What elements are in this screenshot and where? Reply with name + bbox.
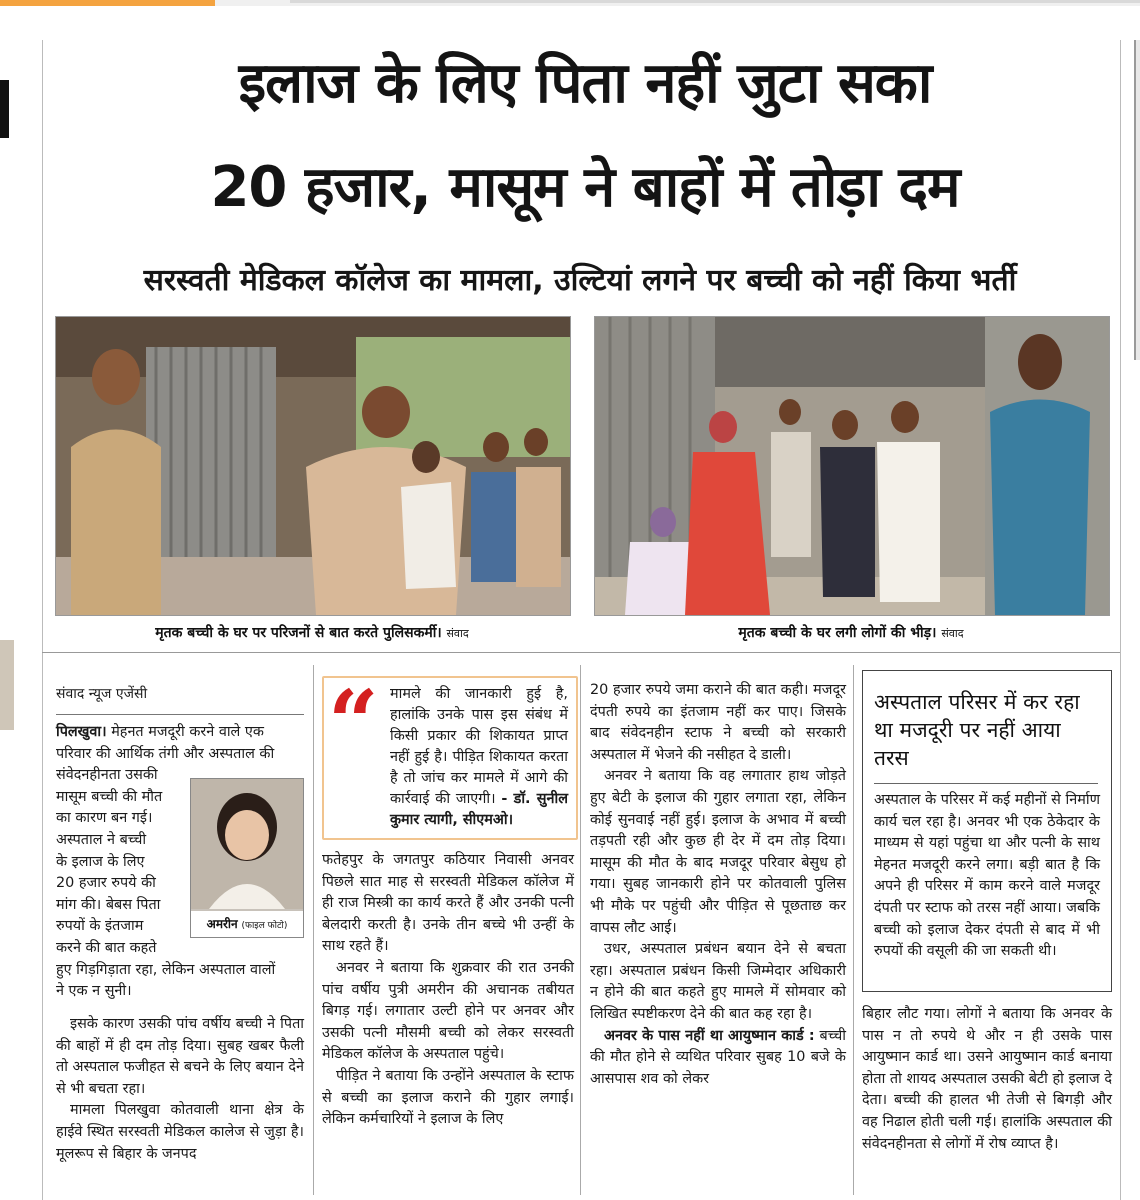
quote-text xyxy=(390,684,568,831)
girl-portrait xyxy=(191,779,303,909)
quote-author: - डॉ. सुनील कुमार त्यागी, सीएमओ। xyxy=(390,791,568,828)
photo-left-caption-text: मृतक बच्ची के घर पर परिजनों से बात करते पुलिसकर्मी। xyxy=(155,625,442,641)
lead-line-12: ने एक न सुनी। xyxy=(56,983,132,1000)
sidebar-box-text: अस्पताल के परिसर में कई महीनों से निर्माण कार्य चल रहा है। अनवर भी एक ठेकेदार के माध्यम से यहां पहुंचा था और पत्नी के साथ मेहनत मजदूरी करने लगा। बड़ी बात है कि अपने ही परिसर में काम करने वाले मजदूर दंपती पर स्टाफ को तरस नहीं आया। जबकि बच्ची को इलाज देकर दंपती से बाद में भी रुपयों की वसूली की जा सकती थी। xyxy=(874,792,1100,960)
column-rule-3 xyxy=(853,665,854,1195)
lead-line-4: का कारण बन गई। xyxy=(56,810,153,827)
col3-subheading: अनवर के पास नहीं था आयुष्मान कार्ड : xyxy=(604,1027,815,1044)
lead-line-5: अस्पताल ने बच्ची xyxy=(56,831,147,848)
quote-mark-icon: “ xyxy=(328,670,379,774)
left-edge-block xyxy=(0,80,9,138)
lead-line-10: करने की बात कहते xyxy=(56,939,157,956)
subheadline: सरस्वती मेडिकल कॉलेज का मामला, उल्टियां लगने पर बच्ची को नहीं किया भर्ती xyxy=(143,263,1017,298)
page-top-strip xyxy=(0,0,1140,6)
left-edge-photo xyxy=(0,640,14,730)
lead-line-11: हुए गिड़गिड़ाता रहा, लेकिन अस्पताल वालों xyxy=(56,961,276,978)
girl-photo-credit: (फाइल फोटो) xyxy=(241,921,288,931)
byline: संवाद न्यूज एजेंसी xyxy=(56,686,148,702)
photo-right-caption-text: मृतक बच्ची के घर लगी लोगों की भीड़। xyxy=(738,625,937,641)
byline-rule xyxy=(56,714,304,715)
article-col1-body xyxy=(56,1014,304,1165)
photo-left-caption xyxy=(55,623,569,642)
lead-line-0: मेहनत मजदूरी करने वाले एक xyxy=(111,724,264,740)
girl-photo-caption: अमरीन xyxy=(206,917,238,931)
lead-place: पिलखुवा। xyxy=(56,724,107,740)
photo-police-scene xyxy=(56,317,570,615)
col3-para-4: बच्ची की मौत होने से व्यथित परिवार सुबह 10 बजे के आसपास शव को लेकर xyxy=(590,1027,846,1087)
col2-para-1: फतेहपुर के जगतपुर कठियार निवासी अनवर पिछले सात माह से सरस्वती मेडिकल कॉलेज में ही राज मिस्त्री का कार्य करते हैं और उनकी पत्नी बेलदारी करती है। उनके तीन बच्चे भी उन्हीं के साथ रहते हैं। xyxy=(322,852,574,955)
col4-para-1: बिहार लौट गया। लोगों ने बताया कि अनवर के पास न तो रुपये थे और न ही उसके पास आयुष्मान कार्ड था। उसने आयुष्मान कार्ड बनाया होता तो शायद अस्पताल उसकी बेटी हो इलाज दे देता। बच्ची की हालत भी तेजी से बिगड़ी और वह निढाल होती चली गई। हालांकि अस्पताल की संवेदनहीनता से लोगों में रोष व्याप्त है। xyxy=(862,1006,1112,1152)
girl-photo-caption-bar xyxy=(191,911,303,937)
col2-para-3: पीड़ित ने बताया कि उन्होंने अस्पताल के स्टाफ से बच्ची का इलाज कराने की गुहार लगाई। लेकिन कर्मचारियों ने इलाज के लिए xyxy=(322,1067,574,1128)
photo-police-talking xyxy=(55,316,571,616)
article-col2-body xyxy=(322,850,574,1131)
lead-line-8: मांग की। बेबस पिता xyxy=(56,896,161,913)
col1-para-3: मामला पिलखुवा कोतवाली थाना क्षेत्र के हाईवे स्थित सरस्वती मेडिकल कालेज से जुड़ा है। मूलरूप से बिहार के जनपद xyxy=(56,1102,304,1162)
photo-crowd-scene xyxy=(595,317,1109,615)
column-rule-1 xyxy=(313,665,314,1195)
quote-body: मामले की जानकारी हुई है, हालांकि उनके पास इस संबंध में किसी प्रकार की शिकायत प्राप्त नहीं हुई है। पीड़ित शिकायत करता है तो जांच कर मामले में आगे की कार्रवाई की जाएगी। xyxy=(390,686,568,807)
col3-para-1: 20 हजार रुपये जमा कराने की बात कही। मजदूर दंपती रुपये का इंतजाम नहीं कर पाए। जिसके बाद संवेदनहीन स्टाफ ने बच्ची को सरकारी अस्पताल में भेजने की नसीहत दे डाली। xyxy=(590,682,846,763)
girl-photo xyxy=(190,778,304,938)
lead-line-1: परिवार की आर्थिक तंगी और अस्पताल की xyxy=(56,745,275,762)
photo-section-rule xyxy=(42,652,1120,653)
article-col4-body xyxy=(862,1004,1112,1155)
lead-line-7: 20 हजार रुपये की xyxy=(56,875,156,892)
photo-left-credit: संवाद xyxy=(446,627,469,640)
lead-line-9: रुपयों के इंतजाम xyxy=(56,918,144,935)
col1-para-2: इसके कारण उसकी पांच वर्षीय बच्ची ने पिता की बाहों में ही दम तोड़ दिया। सुबह खबर फैली तो अस्पताल फजीहत से बचने के लिए बयान देने से भी बचता रहा। xyxy=(56,1016,304,1097)
sidebar-box-title: अस्पताल परिसर में कर रहा था मजदूरी पर नहीं आया तरस xyxy=(874,690,1080,770)
photo-crowd-at-home xyxy=(594,316,1110,616)
article-col3-body xyxy=(590,680,846,1090)
headline-line-1: इलाज के लिए पिता नहीं जुटा सका xyxy=(238,51,932,116)
col3-para-2: अनवर ने बताया कि वह लगातार हाथ जोड़ते हुए बेटी के इलाज की गुहार लगाता रहा, लेकिन कोई सुनवाई नहीं हुई। इलाज के अभाव में बच्ची तड़पती रही और कुछ ही देर में दम तोड़ दिया। मासूम की मौत के बाद मजदूर परिवार बेसुध हो गया। सुबह जानकारी होने पर कोतवाली पुलिस भी मौके पर पहुंची और पीड़ित से पूछताछ कर वापस लौट आई। xyxy=(590,768,846,936)
col3-para-3: उधर, अस्पताल प्रबंधन बयान देने से बचता रहा। अस्पताल प्रबंधन किसी जिम्मेदार अधिकारी न होने की बात कहते हुए मामले में सोमवार को लिखित स्पष्टीकरण देने की बात कह रहा है। xyxy=(590,941,846,1022)
lead-line-2: संवेदनहीनता उसकी xyxy=(56,767,158,784)
headline-line-2: 20 हजार, मासूम ने बाहों में तोड़ा दम xyxy=(210,155,960,220)
col2-para-2: अनवर ने बताया कि शुक्रवार की रात उनकी पांच वर्षीय पुत्री अमरीन की अचानक तबीयत बिगड़ गई। लगातार उल्टी होने पर अनवर और उसकी पत्नी मौसमी बच्ची को लेकर सरस्वती मेडिकल कॉलेज के अस्पताल पहुंचे। xyxy=(322,959,574,1063)
column-rule-2 xyxy=(580,665,581,1195)
photo-right-credit: संवाद xyxy=(941,627,964,640)
lead-line-6: के इलाज के लिए xyxy=(56,853,145,870)
right-edge-box xyxy=(1134,40,1140,360)
photo-right-caption xyxy=(594,623,1108,642)
sidebar-box-rule xyxy=(874,783,1098,784)
lead-line-3: मासूम बच्ची की मौत xyxy=(56,788,163,805)
sidebar-box-body xyxy=(874,790,1100,963)
